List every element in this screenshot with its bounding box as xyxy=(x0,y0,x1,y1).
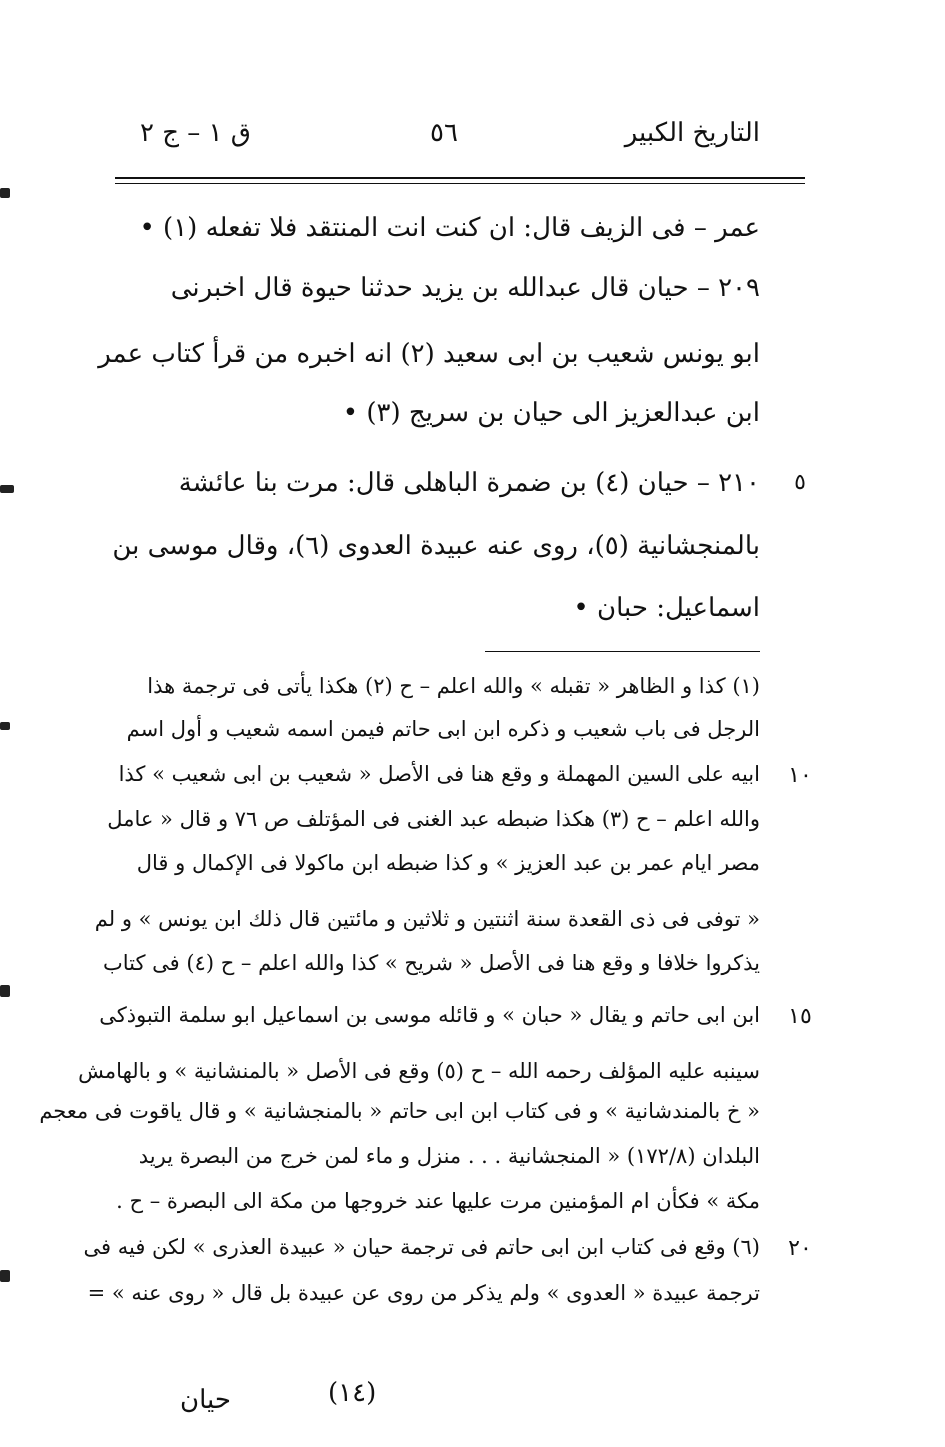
footnote-line: مكة » فكأن ام المؤمنين مرت عليها عند خروجها من مكة الى البصرة – ح . xyxy=(116,1189,760,1213)
footnote-line: ابيه على السين المهملة و وقع هنا فى الأصل « شعيب بن ابى شعيب » كذا xyxy=(118,762,760,786)
footnote-line: (٦) وقع فى كتاب ابن ابى حاتم فى ترجمة حيان « عبيدة العذرى » لكن فيه فى xyxy=(83,1235,760,1259)
footnote-line: ترجمة عبيدة « العدوى » ولم يذكر من روى عن عبيدة بل قال « روى عنه » = xyxy=(87,1281,760,1305)
line-number: ٥ xyxy=(794,470,806,495)
scan-margin-mark xyxy=(0,985,10,997)
footnote-line: سينبه عليه المؤلف رحمه الله – ح (٥) وقع فى الأصل « بالمنشانية » و بالهامش xyxy=(78,1059,760,1083)
scan-margin-mark xyxy=(0,485,14,493)
header-volume: ق ١ – ج ٢ xyxy=(140,118,251,148)
main-line: بالمنجشانية (٥)، روى عنه عبيدة العدوى (٦)، وقال موسى بن xyxy=(112,531,760,561)
header-rule xyxy=(115,177,805,179)
main-line: ابن عبدالعزيز الى حيان بن سريج (٣) • xyxy=(342,398,760,428)
catchword: حيان xyxy=(180,1385,231,1415)
footnote-line: البلدان (١٧٢/٨) « المنجشانية . . . منزل و ماء لمن خرج من البصرة يريد xyxy=(138,1144,760,1168)
header-title: التاريخ الكبير xyxy=(624,118,760,148)
scan-margin-mark xyxy=(0,722,10,730)
footnote-line: مصر ايام عمر بن عبد العزيز » و كذا ضبطه ابن ماكولا فى الإكمال و قال xyxy=(136,851,760,875)
header-page-number: ٥٦ xyxy=(430,118,458,148)
main-line: ٢٠٩ – حيان قال عبدالله بن يزيد حدثنا حيوة قال اخبرنى xyxy=(170,273,760,303)
footnote-line: « خ بالمندشانية » و فى كتاب ابن ابى حاتم « بالمنجشانية » و قال ياقوت فى معجم xyxy=(39,1099,760,1123)
scan-margin-mark xyxy=(0,188,10,198)
line-number: ١٥ xyxy=(788,1004,812,1029)
signature-mark: (١٤) xyxy=(328,1378,377,1408)
main-line: اسماعيل: حبان • xyxy=(573,593,760,623)
main-line: ٢١٠ – حيان (٤) بن ضمرة الباهلى قال: مرت بنا عائشة xyxy=(178,468,760,498)
footnote-line: والله اعلم – ح (٣) هكذا ضبطه عبد الغنى فى المؤتلف ص ٧٦ و قال « عامل xyxy=(107,807,760,831)
running-header xyxy=(130,118,760,168)
line-number: ٢٠ xyxy=(788,1236,812,1261)
scan-margin-mark xyxy=(0,1270,10,1282)
footnote-line: (١) كذا و الظاهر « تقبله » والله اعلم – ح (٢) هكذا يأتى فى ترجمة هذا xyxy=(147,674,760,698)
footnote-line: ابن ابى حاتم و يقال « حبان » و قائله موسى بن اسماعيل ابو سلمة التبوذكى xyxy=(99,1003,760,1027)
main-line: عمر – فى الزيف قال: ان كنت انت المنتقد فلا تفعله (١) • xyxy=(139,213,760,243)
line-number: ١٠ xyxy=(788,763,812,788)
main-line: ابو يونس شعيب بن ابى سعيد (٢) انه اخبره من قرأ كتاب عمر xyxy=(98,339,760,369)
header-rule-thin xyxy=(115,183,805,184)
footnote-separator xyxy=(485,651,760,652)
footnote-line: الرجل فى باب شعيب و ذكره ابن ابى حاتم فيمن اسمه شعيب و أول اسم xyxy=(126,717,760,741)
footnote-line: يذكروا خلافا و وقع هنا فى الأصل « شريح » كذا والله اعلم – ح (٤) فى كتاب xyxy=(102,951,760,975)
footnote-line: « توفى فى ذى القعدة سنة اثنتين و ثلاثين و مائتين قال ذلك ابن يونس » و لم xyxy=(94,907,760,931)
